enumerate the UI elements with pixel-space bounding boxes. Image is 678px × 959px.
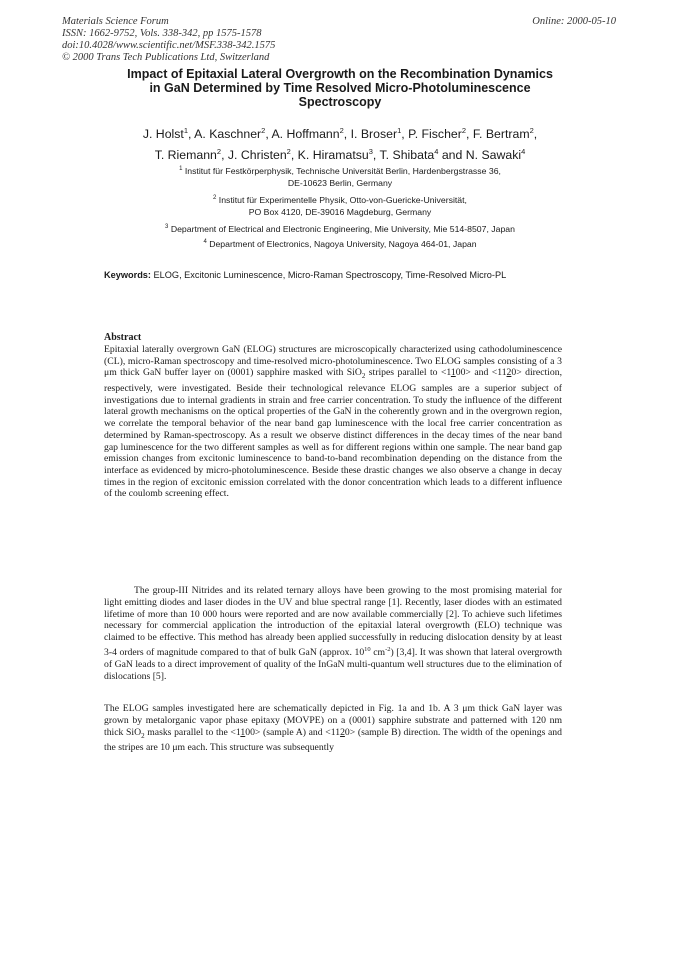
title-line-3: Spectroscopy [298, 95, 382, 109]
body-paragraph-1: The group-III Nitrides and its related ternary alloys have been growing to the most promising material for light emitting diodes and laser diodes in the UV and blue spectral range [1]. Recently, laser diodes with an estimated lifetime of more than 10 000 hours were reported and are now available commercially [2]. To achieve such lifetimes necessary for commercial application the introduction of the epitaxial lateral overgrowth (ELO) technique was claimed to be effective. This method has already been applied successfully in reducing dislocation density by at least 3-4 orders of magnitude compared to that of bulk GaN (approx. $10^{10}$ $cm^{-2}$) [3,4]. It was shown that lateral overgrowth of GaN leads to a direct improvement of quality of the InGaN multi-quantum well structures due to the elimination of dislocations [5]. [104, 585, 562, 682]
keywords-label: Keywords: [104, 270, 151, 280]
body-paragraph-2: The ELOG samples investigated here are schematically depicted in Fig. 1a and 1b. A 3 μm thick GaN layer was grown by metalorganic vapor phase epitaxy (MOVPE) on a (0001) sapphire substrate and patterned with 120 nm thick SiO$_2$ masks parallel to the <1100> (sample A) and <1120> (sample B) direction. The width of the openings and the stripes are 10 μm each. This structure was subsequently [104, 703, 562, 754]
affiliation-2: $^2$ Institut für Experimentelle Physik, Otto-von-Guericke-Universität, PO Box 4120, DE-39016 Magdeburg, Germany [213, 194, 467, 217]
keywords-text: ELOG, Excitonic Luminescence, Micro-Raman Spectroscopy, Time-Resolved Micro-PL [150, 270, 507, 280]
affiliation-3: $^3$ Department of Electrical and Electronic Engineering, Mie University, Mie 514-8507, Japan [165, 223, 515, 234]
author-line-2: T. Riemann$^2$, J. Christen$^2$, K. Hiramatsu$^3$, T. Shibata$^4$ and N. Sawaki$^4$ [154, 147, 526, 163]
title-line-2: in GaN Determined by Time Resolved Micro-Photoluminescence [149, 81, 531, 95]
doi-line[interactable]: doi:10.4028/www.scientific.net/MSF.338-342.1575 [62, 40, 276, 51]
journal-name: Materials Science Forum [62, 16, 169, 27]
affiliation-4: $^4$ Department of Electronics, Nagoya University, Nagoya 464-01, Japan [203, 238, 477, 249]
affiliation-1: $^1$ Institut für Festkörperphysik, Technische Universität Berlin, Hardenbergstrasse 36, DE-10623 Berlin, Germany [179, 165, 501, 188]
paper-title [90, 67, 590, 109]
copyright-line: © 2000 Trans Tech Publications Ltd, Switzerland [62, 52, 270, 63]
author-line-1: J. Holst$^1$, A. Kaschner$^2$, A. Hoffmann$^2$, I. Broser$^1$, P. Fischer$^2$, F. Bertram$^2$, [142, 126, 538, 142]
keywords [104, 269, 574, 281]
journal-header [62, 16, 275, 64]
abstract-text: Epitaxial laterally overgrown GaN (ELOG) structures are microscopically characterized using cathodoluminescence (CL), micro-Raman spectroscopy and time-resolved micro-photoluminescence. Two ELOG samples consisting of a 3 μm thick GaN buffer layer on (0001) sapphire masked with SiO$_2$ stripes parallel to <1100> and <1120> direction, respectively, were investigated. Beside their technological relevance ELOG samples are a superior subject of investigations due to internal gradients in strain and free carrier concentration. To study the influence of the different lateral growth mechanisms on the optical properties of the GaN in the coherently grown and in the overgrown region, we correlate the temporal behavior of the near band gap luminescence with the local free carrier concentration as determined by Raman-spectroscopy. As a result we observe distinct differences in the decay times of the near band gap luminescence for the two different samples as well as for different regions within one sample. The near band gap emission changes from excitonic luminescence to band-to-band recombination depending on the distance from the interface as evidenced by micro-photoluminescence. Beside these drastic changes we also observe a change in decay times in the region of excitonic emission correlated with the donor concentration which leads to a different influence of the coulomb screening effect. [104, 344, 562, 500]
online-date: Online: 2000-05-10 [532, 16, 616, 27]
abstract-heading: Abstract [104, 332, 142, 343]
title-line-1: Impact of Epitaxial Lateral Overgrowth on the Recombination Dynamics [127, 67, 553, 81]
author-list [90, 122, 590, 164]
issn-line: ISSN: 1662-9752, Vols. 338-342, pp 1575-1578 [62, 28, 262, 39]
